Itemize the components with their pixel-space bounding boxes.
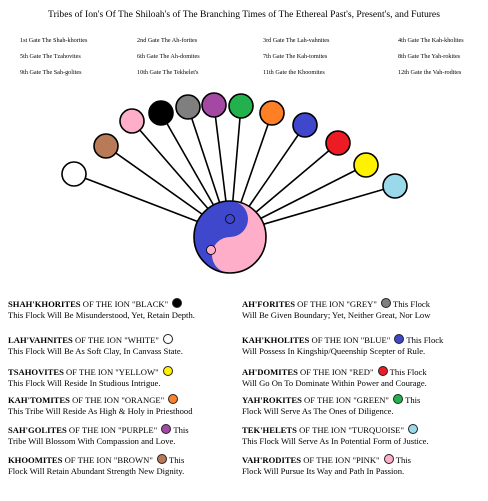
color-dot-icon: [378, 366, 388, 376]
tribe-entry: [242, 334, 480, 358]
tribe-description: Flock Will Serve As The Ones of Diligence.: [242, 406, 394, 417]
gate-label: 2nd Gate The Ah-forites: [137, 37, 198, 44]
tribe-desc-start: This Flock: [404, 335, 444, 345]
tribe-entry: [8, 454, 246, 478]
ion-ball: [260, 101, 284, 125]
tribe-entry: [8, 394, 246, 418]
tribe-entry: [8, 424, 246, 448]
tribe-ion-color: OF THE ION "YELLOW": [63, 367, 159, 377]
tribe-ion-color: OF THE ION "BLACK": [80, 299, 169, 309]
tribe-description: Will Go On To Dominate Within Power and Courage.: [242, 378, 427, 389]
tribe-name: KAH'TOMITES: [8, 395, 70, 405]
diagram-title: Tribes of Ion's Of The Shiloah's of The Branching Times of The Ethereal Past's, Present's, and Futures: [48, 9, 440, 20]
color-dot-icon: [163, 334, 173, 344]
tribe-name: VAH'RODITES: [242, 455, 302, 465]
tribe-description: Flock Will Retain Abundant Strength New Dignity.: [8, 466, 185, 477]
gate-label: 9th Gate The Sah-golites: [20, 69, 82, 76]
yin-yang-blue-dot: [226, 215, 235, 224]
ion-ball: [354, 153, 378, 177]
tribe-description: Will Be Given Boundary; Yet, Neither Great, Nor Low: [242, 310, 431, 321]
tribe-ion-color: OF THE ION "TURQUOISE": [296, 425, 405, 435]
tribe-entry: [242, 424, 480, 448]
yin-yang-symbol: [194, 201, 266, 273]
tribe-name: TEK'HELETS: [242, 425, 297, 435]
tribe-ion-color: OF THE ION "BLUE": [309, 335, 391, 345]
tribe-description: This Flock Will Be Misunderstood, Yet, Retain Depth.: [8, 310, 195, 321]
gate-label: 11th Gate the Khoomites: [263, 69, 325, 76]
ion-ball: [229, 94, 253, 118]
gate-label: 1st Gate The Shah-khorites: [20, 37, 88, 44]
tribe-ion-color: OF THE ION "RED": [297, 367, 374, 377]
color-dot-icon: [172, 298, 182, 308]
color-dot-icon: [384, 454, 394, 464]
tribe-description: This Tribe Will Reside As High & Holy in Priesthood: [8, 406, 193, 417]
tribe-desc-start: This Flock: [391, 299, 430, 309]
tribe-name: LAH'VAHNITES: [8, 335, 73, 345]
tribe-description: This Flock Will Reside In Studious Intrigue.: [8, 378, 161, 389]
color-dot-icon: [408, 424, 418, 434]
gate-label: 6th Gate The Ah-domites: [137, 53, 200, 60]
tribe-ion-color: OF THE ION "GREEN": [301, 395, 389, 405]
tribe-name: KHOOMITES: [8, 455, 63, 465]
ion-ball: [120, 109, 144, 133]
ion-ball: [62, 162, 86, 186]
tribe-name: AH'DOMITES: [242, 367, 298, 377]
color-dot-icon: [393, 394, 403, 404]
gate-label: 10th Gate The Tekhelet's: [137, 69, 199, 76]
tribe-name: SAH'GOLITES: [8, 425, 67, 435]
color-dot-icon: [157, 454, 167, 464]
color-dot-icon: [381, 298, 391, 308]
gate-label: 5th Gate The Tzahovites: [20, 53, 81, 60]
gate-label: 12th Gate the Vah-rodites: [398, 69, 462, 76]
tribe-description: This Flock Will Serve As In Potential Form of Justice.: [242, 436, 429, 447]
tribe-ion-color: OF THE ION "BROWN": [62, 455, 153, 465]
gate-label: 4th Gate The Kah-kholites: [398, 37, 464, 44]
gate-label: 3rd Gate The Lah-vahnites: [263, 37, 330, 44]
color-dot-icon: [168, 394, 178, 404]
ion-ball: [326, 131, 350, 155]
tribe-name: AH'FORITES: [242, 299, 296, 309]
tribe-ion-color: OF THE ION "WHITE": [72, 335, 159, 345]
color-dot-icon: [163, 366, 173, 376]
tribe-ion-color: OF THE ION "GREY": [295, 299, 377, 309]
tribe-desc-start: This: [167, 455, 185, 465]
yin-yang-pink-dot: [207, 246, 216, 255]
tribe-desc-start: This: [403, 395, 421, 405]
tribe-ion-color: OF THE ION "ORANGE": [69, 395, 165, 405]
tribe-desc-start: This Flock: [387, 367, 427, 377]
tribe-entry: [242, 394, 480, 418]
ion-ball: [94, 134, 118, 158]
ion-ball: [176, 95, 200, 119]
tribe-desc-start: This: [393, 455, 411, 465]
color-dot-icon: [394, 334, 404, 344]
tribe-entry: [8, 298, 246, 322]
gate-label: 8th Gate The Yah-rokites: [398, 53, 461, 60]
ion-ball: [383, 174, 407, 198]
tribe-description: Tribe Will Blossom With Compassion and Love.: [8, 436, 176, 447]
tribe-ion-color: OF THE ION "PINK": [301, 455, 380, 465]
tribe-entry: [242, 298, 480, 322]
tribe-description: Will Possess In Kingship/Queenship Scepter of Rule.: [242, 346, 426, 357]
tribe-desc-start: This: [171, 425, 189, 435]
ion-ball: [293, 113, 317, 137]
tribe-entry: [242, 366, 480, 390]
tribe-name: YAH'ROKITES: [242, 395, 302, 405]
tribe-description: Flock Will Pursue Its Way and Path In Passion.: [242, 466, 405, 477]
tribe-entry: [8, 366, 246, 390]
ion-ball: [202, 93, 226, 117]
tribe-description: This Flock Will Be As Soft Clay, In Canvass State.: [8, 346, 183, 357]
tribe-name: KAH'KHOLITES: [242, 335, 310, 345]
gate-label: 7th Gate The Kah-tomites: [263, 53, 328, 60]
ion-ball: [149, 101, 173, 125]
tribe-name: TSAHOVITES: [8, 367, 64, 377]
color-dot-icon: [161, 424, 171, 434]
tribe-name: SHAH'KHORITES: [8, 299, 81, 309]
tribe-ion-color: OF THE ION "PURPLE": [66, 425, 158, 435]
tribe-entry: [242, 454, 480, 478]
tribe-entry: [8, 334, 246, 358]
